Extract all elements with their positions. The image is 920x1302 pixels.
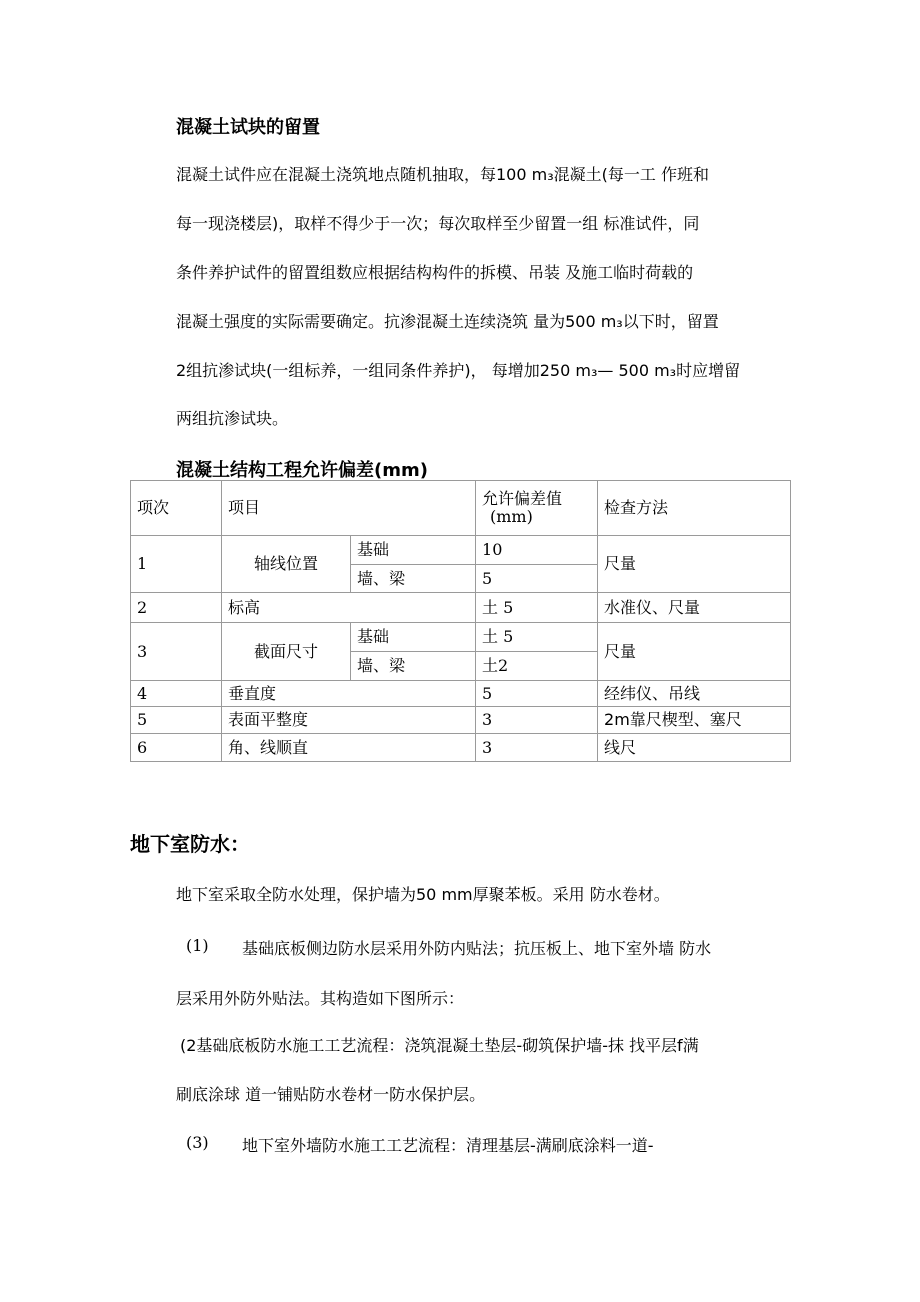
table-title: 混凝土结构工程允许偏差(mm) bbox=[176, 460, 428, 481]
item-3-line-1: 地下室外墙防水施工工艺流程：清理基层-满刷底涂料一道- bbox=[242, 1136, 654, 1155]
row-tolerance: 土 5 bbox=[476, 593, 598, 623]
row-index: 6 bbox=[131, 734, 222, 762]
item-2-line-1: (2基础底板防水施工工艺流程：浇筑混凝土垫层-砌筑保护墙-抹 找平层f满 bbox=[180, 1036, 699, 1055]
paragraph-line-6: 两组抗渗试块。 bbox=[176, 409, 289, 428]
row-method: 经纬仪、吊线 bbox=[598, 681, 791, 707]
item-3-number: (3) bbox=[186, 1133, 209, 1152]
paragraph-line-4: 混凝土强度的实际需要确定。抗渗混凝土连续浇筑 量为500 m₃以下时，留置 bbox=[176, 312, 719, 331]
row-method: 水准仪、尺量 bbox=[598, 593, 791, 623]
tolerance-table bbox=[130, 480, 791, 762]
row-method: 尺量 bbox=[598, 623, 791, 681]
header-item: 项目 bbox=[222, 481, 476, 536]
row-tolerance: 土 5 bbox=[476, 623, 598, 652]
paragraph-line-3: 条件养护试件的留置组数应根据结构构件的拆模、吊装 及施工临时荷载的 bbox=[176, 263, 694, 282]
table-row bbox=[131, 593, 791, 623]
paragraph-line-5: 2组抗渗试块(一组标养，一组同条件养护)， 每增加250 m₃— 500 m₃时应增留 bbox=[176, 361, 741, 380]
row-item: 角、线顺直 bbox=[222, 734, 476, 762]
row-item: 垂直度 bbox=[222, 681, 476, 707]
header-index: 项次 bbox=[131, 481, 222, 536]
paragraph-line-2: 每一现浇楼层)，取样不得少于一次；每次取样至少留置一组 标准试件，同 bbox=[176, 214, 700, 233]
header-tolerance bbox=[476, 481, 598, 536]
row-method: 尺量 bbox=[598, 536, 791, 593]
row-subitem: 基础 bbox=[351, 536, 476, 565]
row-tolerance: 3 bbox=[476, 707, 598, 734]
item-1-number: (1) bbox=[186, 936, 209, 955]
row-tolerance: 土2 bbox=[476, 652, 598, 681]
intro-paragraph: 地下室采取全防水处理，保护墙为50 mm厚聚苯板。采用 防水卷材。 bbox=[176, 885, 670, 904]
row-index: 4 bbox=[131, 681, 222, 707]
section-title-basement-waterproof: 地下室防水： bbox=[130, 832, 250, 856]
row-item: 标高 bbox=[222, 593, 476, 623]
row-tolerance: 10 bbox=[476, 536, 598, 565]
row-tolerance: 5 bbox=[476, 681, 598, 707]
header-tolerance-label: 允许偏差值 bbox=[482, 489, 563, 508]
row-subitem: 墙、梁 bbox=[351, 652, 476, 681]
row-tolerance: 5 bbox=[476, 565, 598, 593]
row-index: 1 bbox=[131, 536, 222, 593]
header-tolerance-unit: (mm) bbox=[490, 507, 533, 526]
table-row bbox=[131, 734, 791, 762]
item-1-line-1: 基础底板侧边防水层采用外防内贴法；抗压板上、地下室外墙 防水 bbox=[242, 939, 712, 958]
row-item: 截面尺寸 bbox=[222, 623, 351, 681]
section-title-specimen: 混凝土试块的留置 bbox=[176, 117, 320, 138]
row-item: 表面平整度 bbox=[222, 707, 476, 734]
row-item: 轴线位置 bbox=[222, 536, 351, 593]
row-index: 5 bbox=[131, 707, 222, 734]
table-header-row bbox=[131, 481, 791, 536]
paragraph-line-1: 混凝土试件应在混凝土浇筑地点随机抽取，每100 m₃混凝土(每一工 作班和 bbox=[176, 165, 709, 184]
row-method: 线尺 bbox=[598, 734, 791, 762]
item-1-line-2: 层采用外防外贴法。其构造如下图所示： bbox=[176, 989, 465, 1008]
item-2-line-2: 刷底涂球 道一铺贴防水卷材一防水保护层。 bbox=[176, 1085, 486, 1104]
table-row bbox=[131, 536, 791, 565]
row-method: 2m靠尺楔型、塞尺 bbox=[598, 707, 791, 734]
table-row bbox=[131, 623, 791, 652]
row-subitem: 墙、梁 bbox=[351, 565, 476, 593]
row-tolerance: 3 bbox=[476, 734, 598, 762]
row-subitem: 基础 bbox=[351, 623, 476, 652]
table-row bbox=[131, 681, 791, 707]
row-index: 2 bbox=[131, 593, 222, 623]
row-index: 3 bbox=[131, 623, 222, 681]
header-method: 检查方法 bbox=[598, 481, 791, 536]
table-row bbox=[131, 707, 791, 734]
